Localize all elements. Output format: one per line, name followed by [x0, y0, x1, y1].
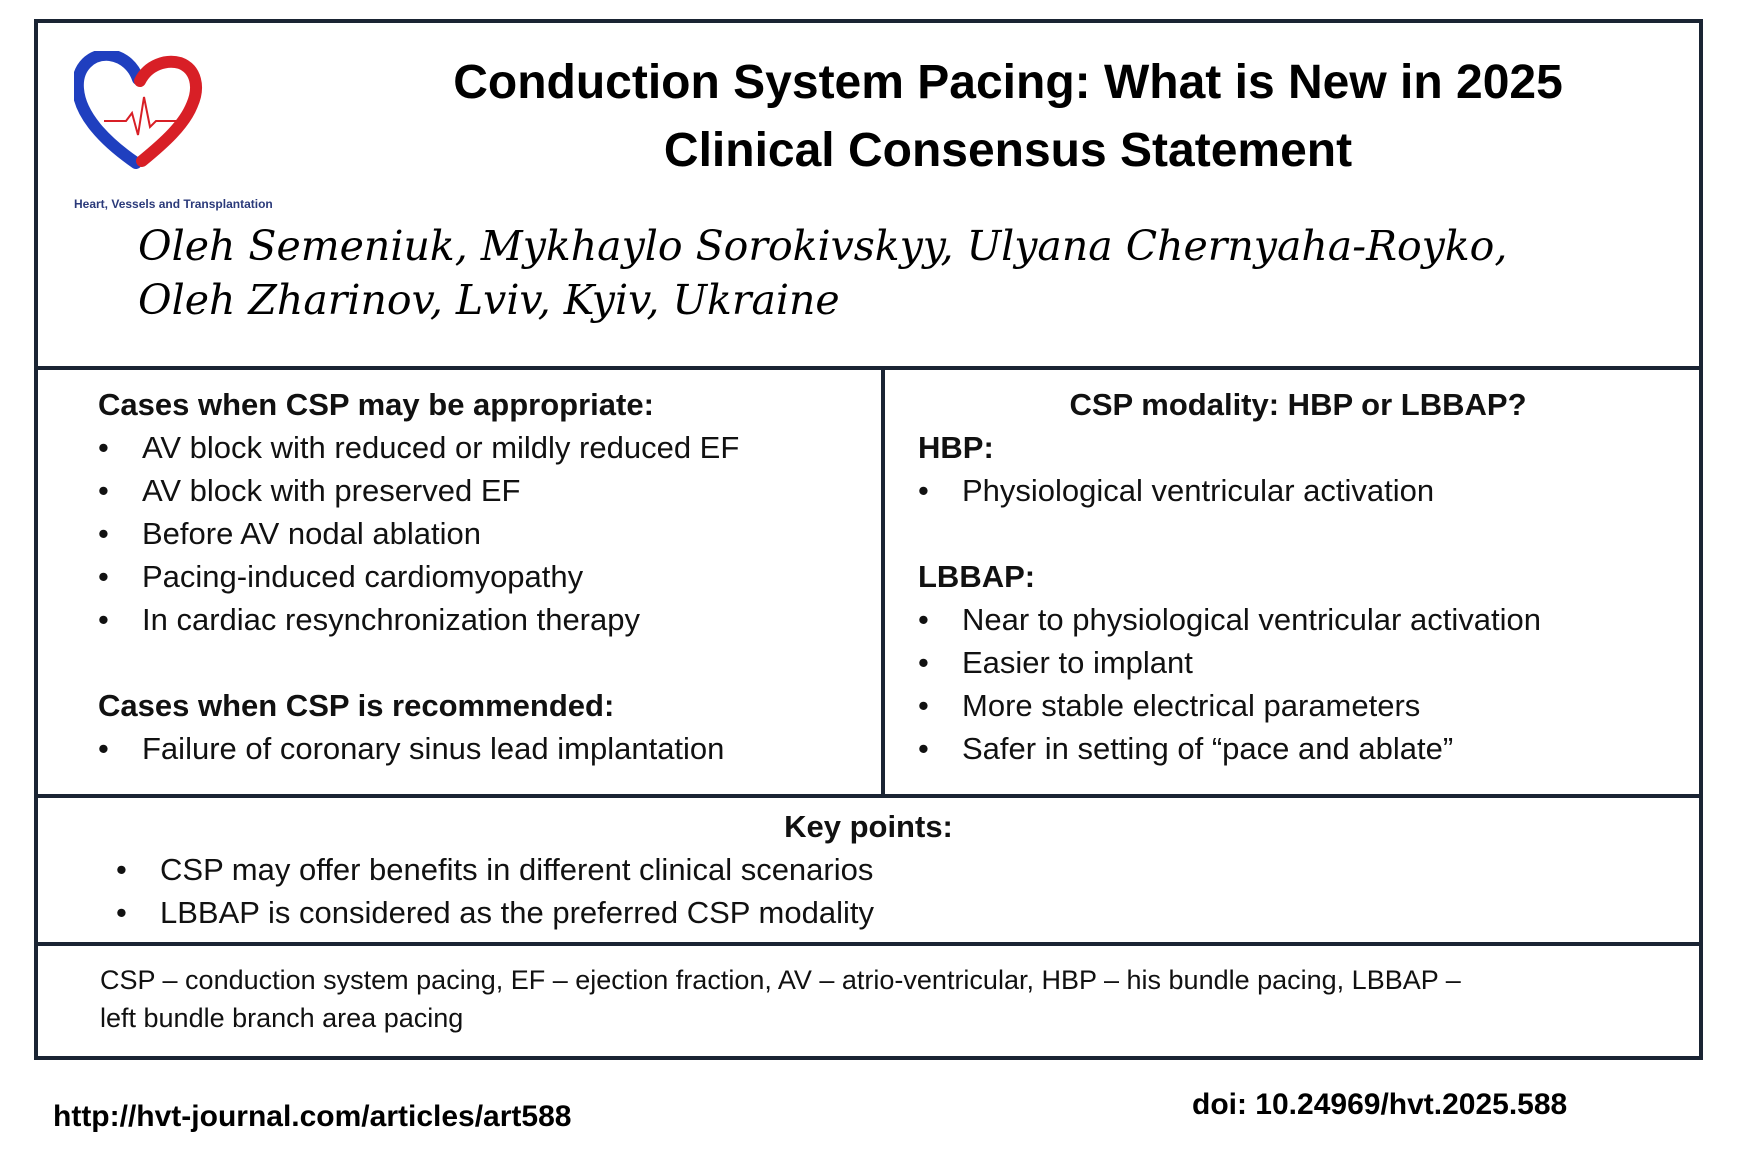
abbreviations	[100, 961, 1660, 1037]
list-item: • Safer in setting of “pace and ablate”	[918, 727, 1678, 770]
key-points-panel	[38, 805, 1699, 934]
bullet-icon: •	[98, 559, 109, 594]
bullet-icon: •	[98, 473, 109, 508]
title-line-1: Conduction System Pacing: What is New in 2025	[453, 56, 1563, 109]
bullet-icon: •	[918, 645, 929, 680]
abbreviations-line-2: left bundle branch area pacing	[100, 1003, 464, 1033]
title-line-2: Clinical Consensus Statement	[663, 124, 1353, 177]
list-item: • Pacing-induced cardiomyopathy	[98, 555, 868, 598]
list-item: • Physiological ventricular activation	[918, 469, 1678, 512]
recommended-heading: Cases when CSP is recommended:	[98, 688, 615, 723]
left-panel	[98, 383, 868, 770]
abbreviations-line-1: CSP – conduction system pacing, EF – ejection fraction, AV – atrio-ventricular, HBP – his bundle pacing, LBBAP –	[100, 965, 1461, 995]
bullet-icon: •	[918, 688, 929, 723]
authors-line-1: Oleh Semeniuk, Mykhaylo Sorokivskyy, Ulyana Chernyaha-Royko,	[138, 222, 1508, 270]
hbp-list	[918, 469, 1678, 512]
divider-abbreviations	[38, 942, 1699, 946]
doi-text: doi: 10.24969/hvt.2025.588	[1192, 1088, 1568, 1121]
bullet-icon: •	[116, 852, 127, 887]
lbbap-list	[918, 598, 1678, 770]
bullet-icon: •	[116, 895, 127, 930]
right-panel	[918, 383, 1678, 770]
lbbap-heading: LBBAP:	[918, 559, 1036, 594]
bullet-icon: •	[98, 731, 109, 766]
list-item: • AV block with preserved EF	[98, 469, 868, 512]
hbp-heading: HBP:	[918, 430, 994, 465]
list-item: • Failure of coronary sinus lead implantation	[98, 727, 868, 770]
divider-key-points	[38, 794, 1699, 798]
heart-ecg-icon	[74, 51, 204, 169]
bullet-icon: •	[98, 516, 109, 551]
authors	[138, 219, 1698, 327]
bullet-icon: •	[98, 602, 109, 637]
journal-logo	[74, 51, 304, 211]
bullet-icon: •	[918, 602, 929, 637]
bullet-icon: •	[98, 430, 109, 465]
modality-heading: CSP modality: HBP or LBBAP?	[1069, 387, 1527, 422]
key-points-list	[116, 848, 1699, 934]
list-item: • More stable electrical parameters	[918, 684, 1678, 727]
abstract-frame	[34, 19, 1703, 1060]
list-item: • CSP may offer benefits in different clinical scenarios	[116, 848, 1699, 891]
page-title	[298, 49, 1718, 185]
logo-caption: Heart, Vessels and Transplantation	[74, 197, 273, 211]
list-item: • In cardiac resynchronization therapy	[98, 598, 868, 641]
appropriate-heading: Cases when CSP may be appropriate:	[98, 387, 654, 422]
article-url-link[interactable]: http://hvt-journal.com/articles/art588	[53, 1100, 572, 1133]
bullet-icon: •	[918, 731, 929, 766]
divider-columns	[881, 366, 885, 798]
list-item: • Before AV nodal ablation	[98, 512, 868, 555]
key-points-heading: Key points:	[784, 809, 953, 844]
appropriate-list	[98, 426, 868, 641]
bullet-icon: •	[918, 473, 929, 508]
list-item: • AV block with reduced or mildly reduced EF	[98, 426, 868, 469]
list-item: • LBBAP is considered as the preferred CSP modality	[116, 891, 1699, 934]
divider-header	[38, 366, 1699, 370]
authors-line-2: Oleh Zharinov, Lviv, Kyiv, Ukraine	[138, 276, 840, 324]
list-item: • Near to physiological ventricular activation	[918, 598, 1678, 641]
list-item: • Easier to implant	[918, 641, 1678, 684]
recommended-list	[98, 727, 868, 770]
